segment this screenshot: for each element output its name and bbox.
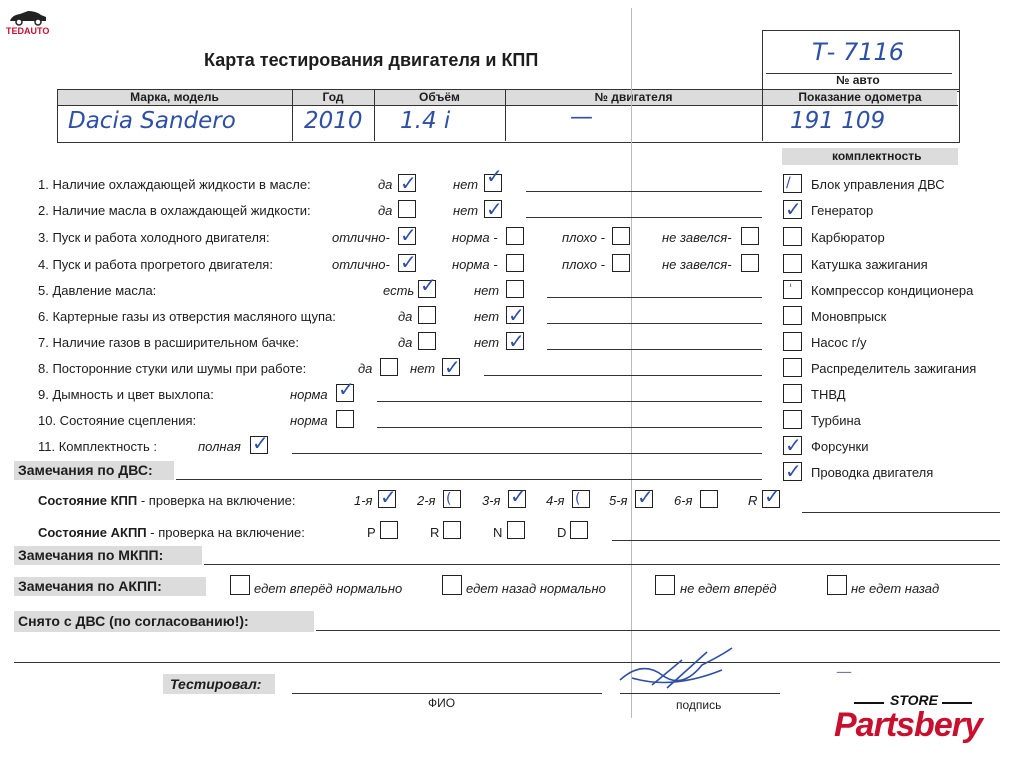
kpp-label: Состояние КПП - проверка на включение: [38,493,296,508]
kit-checkbox[interactable] [783,384,802,403]
check-mark-icon: ✓ [338,377,355,401]
option-label: нет [474,283,500,298]
removed-label: Снято с ДВС (по согласованию!): [18,613,249,629]
gear-label: D [557,525,567,540]
check-mark-icon: ( [575,491,581,507]
gear-label: 4-я [546,493,565,508]
item-label: 7. Наличие газов в расширительном бачке: [38,335,300,350]
option-checkbox[interactable] [741,254,759,272]
brand-store-text: STORE [890,692,938,708]
gear-checkbox[interactable] [443,521,461,539]
check-mark-icon: ✓ [785,459,802,483]
akpp-check-label: не едет вперёд [680,581,777,596]
tested-by-label: Тестировал: [170,676,262,692]
option-label: да [378,203,393,218]
akpp-check-2[interactable] [442,575,462,595]
check-mark-icon: ✓ [508,329,525,353]
option-checkbox[interactable] [506,254,524,272]
check-mark-icon: ✓ [400,223,417,247]
option-label: да [398,309,413,324]
kit-checkbox[interactable] [783,332,802,351]
gear-label: P [367,525,376,540]
gear-label: R [430,525,440,540]
gear-label: 2-я [417,493,436,508]
check-mark-icon: ✓ [420,273,437,297]
kit-item: Проводка двигателя [811,465,934,480]
option-label: не завелся- [662,230,732,245]
fio-line[interactable] [292,693,602,694]
kit-item: ТНВД [811,387,846,402]
kit-checkbox[interactable] [783,358,802,377]
signature-label: подпись [676,698,722,712]
option-label: отлично- [332,230,390,245]
value-year: 2010 [304,108,363,134]
check-mark-icon: ( [446,491,452,507]
item-label: 2. Наличие масла в охлаждающей жидкости: [38,203,311,218]
option-label: нет [474,335,500,350]
gear-label: N [493,525,503,540]
car-logo-icon [8,8,48,26]
value-odometer: 191 109 [790,108,886,134]
check-mark-icon: ✓ [508,303,525,327]
check-mark-icon: ✓ [444,355,461,379]
option-checkbox[interactable] [506,280,524,298]
header-volume: Объём [419,90,460,104]
check-mark-icon: ✓ [637,485,654,509]
kit-item: Насос г/у [811,335,867,350]
header-make-model: Марка, модель [130,90,219,104]
akpp-label: Состояние АКПП - проверка на включение: [38,525,305,540]
item-label: 9. Дымность и цвет выхлопа: [38,387,214,402]
check-mark-icon: ✓ [380,485,397,509]
kit-checkbox[interactable] [783,410,802,429]
remarks-akpp-label: Замечания по АКПП: [18,578,162,594]
gear-label: R [748,493,758,508]
akpp-check-3[interactable] [655,575,675,595]
option-checkbox[interactable] [398,200,416,218]
date-scribble-icon: — [836,662,852,681]
option-label: да [378,177,393,192]
item-label: 11. Комплектность : [38,439,157,454]
removed-line[interactable] [316,630,1000,631]
remarks-mkpp-line[interactable] [204,564,1000,565]
option-label: норма - [452,257,498,272]
check-mark-icon: ✓ [486,197,503,221]
item-label: 10. Состояние сцепления: [38,413,197,428]
option-label: нет [453,203,479,218]
kit-item: Распределитель зажигания [811,361,977,376]
header-odometer: Показание одометра [798,90,922,104]
option-checkbox[interactable] [418,332,436,350]
item-label: 8. Посторонние стуки или шумы при работе: [38,361,307,376]
item-label: 1. Наличие охлаждающей жидкости в масле: [38,177,311,192]
brand-name-text: Partsbery [834,706,982,744]
kit-item: Блок управления ДВС [811,177,945,192]
option-label: полная [198,439,241,454]
car-number-value: Т- 7116 [812,38,905,66]
signature-scribble-icon [612,640,752,700]
item-label: 4. Пуск и работа прогретого двигателя: [38,257,273,272]
option-label: отлично- [332,257,390,272]
gear-checkbox[interactable] [700,490,718,508]
check-mark-icon: ✓ [764,484,781,508]
option-label: нет [453,177,479,192]
item-label: 6. Картерные газы из отверстия масляного щупа: [38,309,336,324]
kit-item: Карбюратор [811,230,885,245]
check-mark-icon: ✓ [785,433,802,457]
option-label: нет [410,361,436,376]
option-checkbox[interactable] [612,227,630,245]
option-label: есть [383,283,415,298]
option-label: норма [290,387,328,402]
option-label: не завелся- [662,257,732,272]
check-mark-icon: ✓ [486,164,503,188]
gear-label: 6-я [674,493,693,508]
value-volume: 1.4 i [400,108,451,134]
gear-label: 1-я [354,493,373,508]
kit-header: комплектность [832,149,922,163]
check-mark-icon: ✓ [785,197,802,221]
gear-label: 3-я [482,493,501,508]
logo [6,8,50,38]
option-label: норма [290,413,328,428]
header-year: Год [322,90,344,104]
kit-checkbox[interactable] [783,306,802,325]
option-label: да [398,335,413,350]
remarks-mkpp-label: Замечания по МКПП: [18,547,164,563]
option-checkbox[interactable] [612,254,630,272]
akpp-check-4[interactable] [827,575,847,595]
check-mark-icon: ✓ [400,171,417,195]
kit-item: Катушка зажигания [811,257,928,272]
gear-checkbox[interactable] [570,521,588,539]
option-checkbox[interactable] [380,358,398,376]
item-label: 3. Пуск и работа холодного двигателя: [38,230,270,245]
option-checkbox[interactable] [336,410,354,428]
kit-item: Турбина [811,413,861,428]
option-label: плохо - [562,230,605,245]
remarks-engine-label: Замечания по ДВС: [18,462,153,478]
brand-logo [834,692,1004,752]
option-checkbox[interactable] [418,306,436,324]
remarks-engine-line[interactable] [176,479,762,480]
kit-checkbox[interactable] [783,227,802,246]
kit-item: Форсунки [811,439,869,454]
kit-item: Моновпрыск [811,309,887,324]
value-make-model: Dacia Sandero [68,108,236,134]
akpp-check-label: не едет назад [851,581,940,596]
car-number-label: № авто [836,73,880,87]
option-label: нет [474,309,500,324]
kit-checkbox[interactable] [783,280,802,299]
option-label: да [358,361,373,376]
header-engine-number: № двигателя [594,90,673,104]
kit-item: Генератор [811,203,874,218]
gear-checkbox[interactable] [507,521,525,539]
value-engine-number: — [570,104,593,130]
check-mark-icon: / [786,175,791,191]
kit-checkbox[interactable] [783,254,802,273]
option-label: норма - [452,230,498,245]
gear-checkbox[interactable] [380,521,398,539]
item-label: 5. Давление масла: [38,283,157,298]
akpp-check-1[interactable] [230,575,250,595]
logo-text: TEDAUTO [6,26,50,36]
akpp-check-label: едет вперёд нормально [254,581,403,596]
kit-item: Компрессор кондиционера [811,283,974,298]
document-title: Карта тестирования двигателя и КПП [204,50,539,70]
check-mark-icon: ✓ [252,431,269,455]
akpp-check-label: едет назад нормально [466,581,606,596]
option-label: плохо - [562,257,605,272]
option-checkbox[interactable] [741,227,759,245]
removed-line-2[interactable] [14,662,1000,663]
fio-label: ФИО [428,696,456,710]
check-mark-icon: ✓ [400,250,417,274]
check-mark-icon: ✓ [510,484,527,508]
check-mark-icon: ˈ [789,282,793,296]
option-checkbox[interactable] [506,227,524,245]
gear-label: 5-я [609,493,628,508]
